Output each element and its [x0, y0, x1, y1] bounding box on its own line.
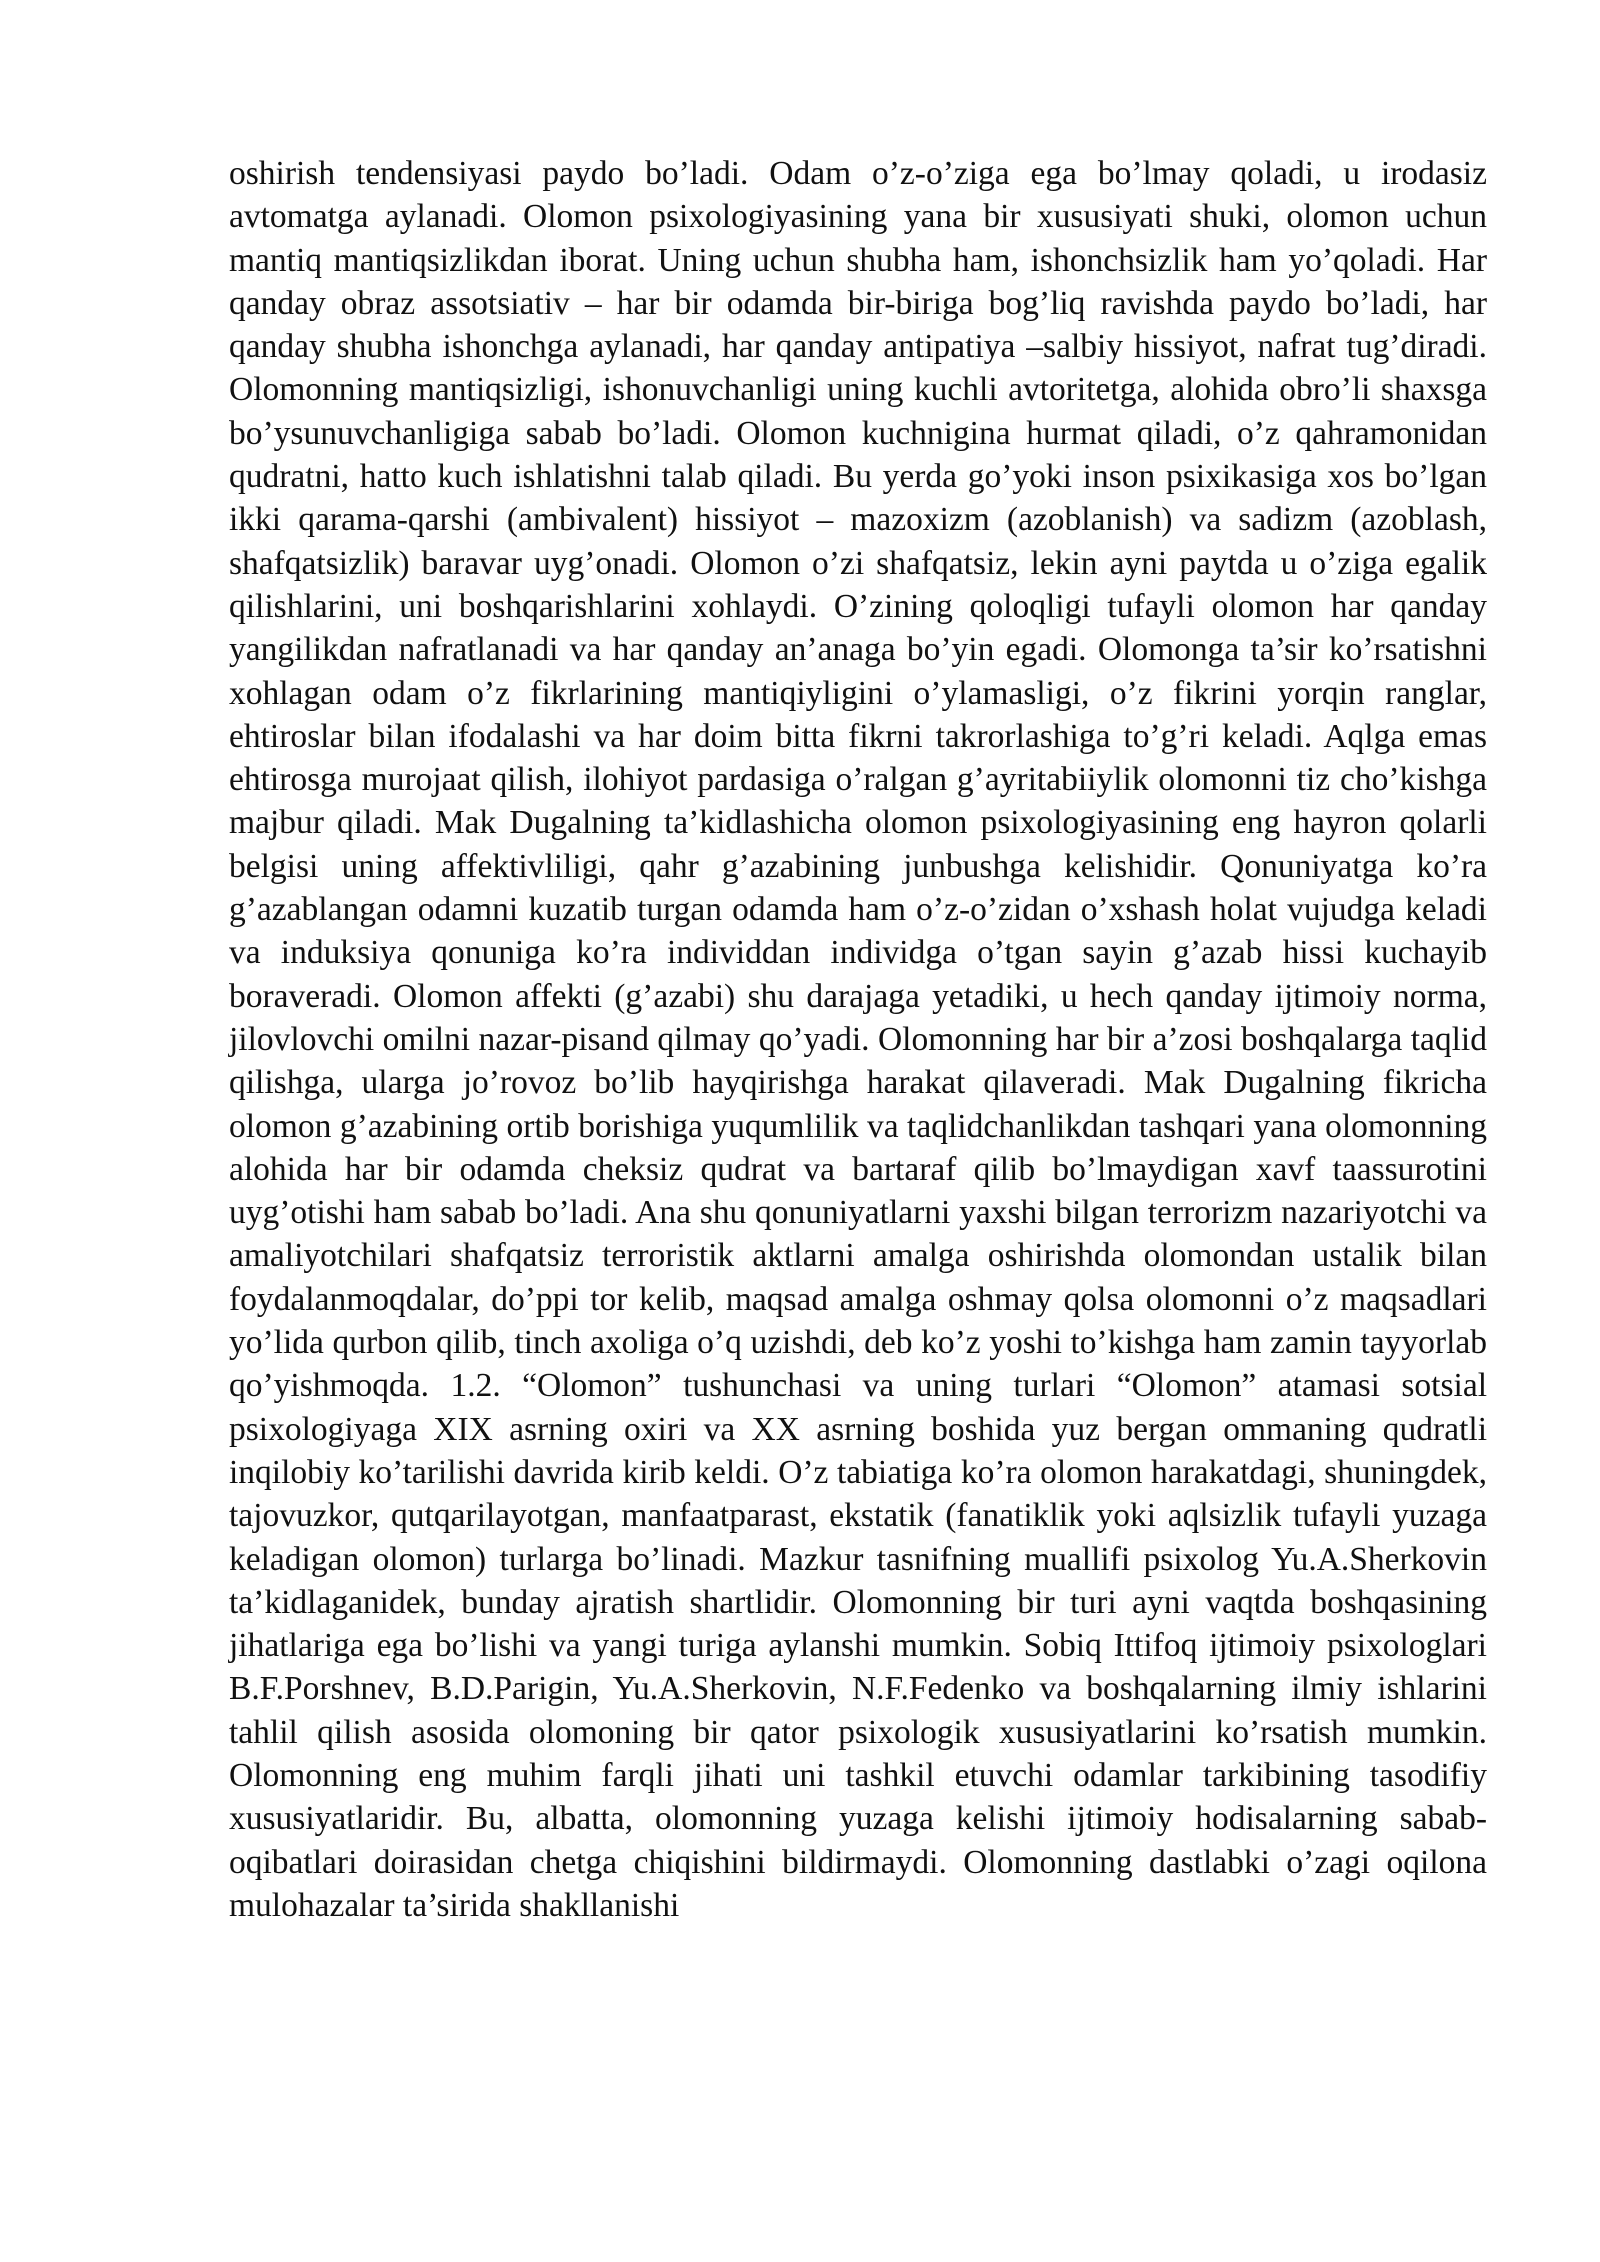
body-paragraph: oshirish tendensiyasi paydo bo’ladi. Odam o’z-o’ziga ega bo’lmay qoladi, u irodasiz avtomatga aylanadi. Olomon psixologiyasining yana bir xususiyati shuki, olomon uchun mantiq mantiqsizlikdan iborat. Uning uchun shubha ham, ishonchsizlik ham yo’qoladi. Har qanday obraz assotsiativ – har bir odamda bir-biriga bog’liq ravishda paydo bo’ladi, har qanday shubha ishonchga aylanadi, har qanday antipatiya –salbiy hissiyot, nafrat tug’diradi. Olomonning mantiqsizligi, ishonuvchanligi uning kuchli avtoritetga, alohida obro’li shaxsga bo’ysunuvchanligiga sabab bo’ladi. Olomon kuchnigina hurmat qiladi, o’z qahramonidan qudratni, hatto kuch ishlatishni talab qiladi. Bu yerda go’yoki inson psixikasiga xos bo’lgan ikki qarama-qarshi (ambivalent) hissiyot – mazoxizm (azoblanish) va sadizm (azoblash, shafqatsizlik) baravar uyg’onadi. Olomon o’zi shafqatsiz, lekin ayni paytda u o’ziga egalik qilishlarini, uni boshqarishlarini xohlaydi. O’zining qoloqligi tufayli olomon har qanday yangilikdan nafratlanadi va har qanday an’anaga bo’yin egadi. Olomonga ta’sir ko’rsatishni xohlagan odam o’z fikrlarining mantiqiyligini o’ylamasligi, o’z fikrini yorqin ranglar, ehtiroslar bilan ifodalashi va har doim bitta fikrni takrorlashiga to’g’ri keladi. Aqlga emas ehtirosga murojaat qilish, ilohiyot pardasiga o’ralgan g’ayritabiiylik olomonni tiz cho’kishga majbur qiladi. Mak Dugalning ta’kidlashicha olomon psixologiyasining eng hayron qolarli belgisi uning affektivliligi, qahr g’azabining junbushga kelishidir. Qonuniyatga ko’ra g’azablangan odamni kuzatib turgan odamda ham o’z-o’zidan o’xshash holat vujudga keladi va induksiya qonuniga ko’ra individdan individga o’tgan sayin g’azab hissi kuchayib boraveradi. Olomon affekti (g’azabi) shu darajaga yetadiki, u hech qanday ijtimoiy norma, jilovlovchi omilni nazar-pisand qilmay qo’yadi. Olomonning har bir a’zosi boshqalarga taqlid qilishga, ularga jo’rovoz bo’lib hayqirishga harakat qilaveradi. Mak Dugalning fikricha olomon g’azabining ortib borishiga yuqumlilik va taqlidchanlikdan tashqari yana olomonning alohida har bir odamda cheksiz qudrat va bartaraf qilib bo’lmaydigan xavf taassurotini uyg’otishi ham sabab bo’ladi. Ana shu qonuniyatlarni yaxshi bilgan terrorizm nazariyotchi va amaliyotchilari shafqatsiz terroristik aktlarni amalga oshirishda olomondan ustalik bilan foydalanmoqdalar, do’ppi tor kelib, maqsad amalga oshmay qolsa olomonni o’z maqsadlari yo’lida qurbon qilib, tinch axoliga o’q uzishdi, deb ko’z yoshi to’kishga ham zamin tayyorlab qo’yishmoqda. 1.2. “Olomon” tushunchasi va uning turlari “Olomon” atamasi sotsial psixologiyaga XIX asrning oxiri va XX asrning boshida yuz bergan ommaning qudratli inqilobiy ko’tarilishi davrida kirib keldi. O’z tabiatiga ko’ra olomon harakatdagi, shuningdek, tajovuzkor, qutqarilayotgan, manfaatparast, ekstatik (fanatiklik yoki aqlsizlik tufayli yuzaga keladigan olomon) turlarga bo’linadi. Mazkur tasnifning muallifi psixolog Yu.A.Sherkovin ta’kidlaganidek, bunday ajratish shartlidir. Olomonning bir turi ayni vaqtda boshqasining jihatlariga ega bo’lishi va yangi turiga aylanshi mumkin. Sobiq Ittifoq ijtimoiy psixologlari B.F.Porshnev, B.D.Parigin, Yu.A.Sherkovin, N.F.Fedenko va boshqalarning ilmiy ishlarini tahlil qilish asosida olomoning bir qator psixologik xususiyatlarini ko’rsatish mumkin. Olomonning eng muhim farqli jihati uni tashkil etuvchi odamlar tarkibining tasodifiy xususiyatlaridir. Bu, albatta, olomonning yuzaga kelishi ijtimoiy hodisalarning sabab-oqibatlari doirasidan chetga chiqishini bildirmaydi. Olomonning dastlabki o’zagi oqilona mulohazalar ta’sirida shakllanishi: [229, 155, 1487, 1924]
